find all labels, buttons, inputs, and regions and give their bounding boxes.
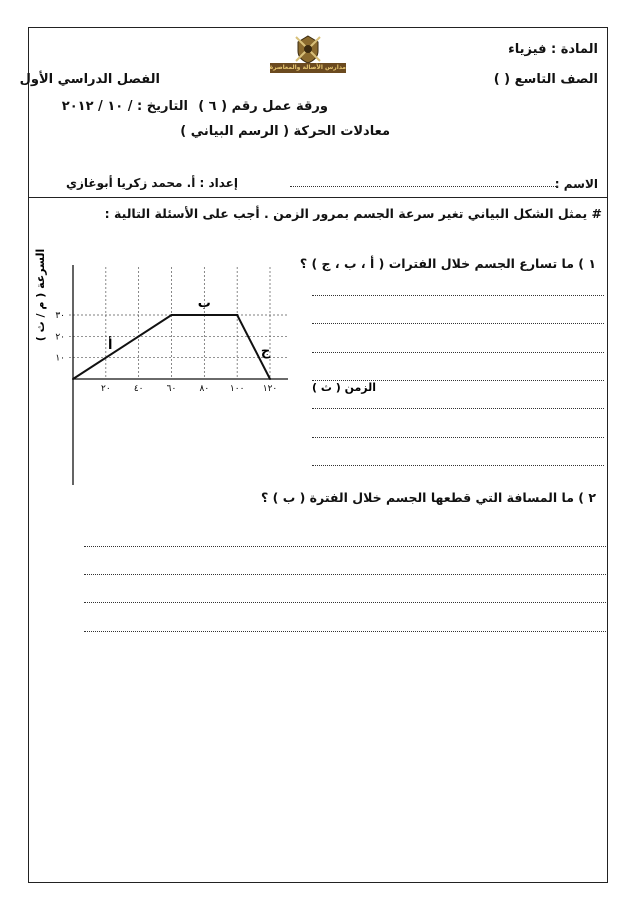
name-label: الاسم : <box>554 177 598 191</box>
data-point <box>236 314 238 316</box>
answer-line-1-5[interactable] <box>312 408 604 409</box>
y-tick-label: ٣٠ <box>55 311 65 321</box>
answer-line-1-2[interactable] <box>312 323 604 324</box>
date-label: التاريخ : / ١٠ / ٢٠١٢ <box>61 99 188 114</box>
logo-band: مدارس الأصالة والمعاصرة <box>269 64 346 71</box>
data-point <box>72 378 74 380</box>
x-tick-label: ١٢٠ <box>262 384 278 394</box>
chart-ticks <box>55 311 277 394</box>
answer-line-2-1[interactable] <box>84 546 606 547</box>
question-1: ١ ) ما تسارع الجسم خلال الفترات ( أ ، ب ، ج ) ؟ <box>299 256 596 271</box>
data-point <box>171 314 173 316</box>
crossed-swords-emblem-icon <box>292 33 324 65</box>
y-tick-label: ١٠ <box>55 353 65 364</box>
segment-label: أ <box>108 338 113 353</box>
y-tick-label: ٢٠ <box>55 332 65 343</box>
question-2: ٢ ) ما المسافة التي قطعها الجسم خلال الفترة ( ب ) ؟ <box>261 490 596 505</box>
worksheet-number: ورقة عمل رقم ( ٦ ) <box>198 99 328 114</box>
topic-title: معادلات الحركة ( الرسم البياني ) <box>180 124 390 139</box>
answer-line-2-3[interactable] <box>84 602 606 603</box>
grade-label: الصف التاسع ( ) <box>493 72 598 87</box>
y-axis-label: السرعة ( م / ث ) <box>34 248 47 342</box>
velocity-time-chart <box>30 248 377 495</box>
name-line <box>290 186 558 187</box>
answer-line-2-2[interactable] <box>84 574 606 575</box>
chart-axes <box>73 265 288 485</box>
semester-label: الفصل الدراسي الأول <box>19 72 160 87</box>
x-tick-label: ٢٠ <box>100 384 111 394</box>
answer-line-1-6[interactable] <box>312 437 604 438</box>
answer-line-1-7[interactable] <box>312 465 604 466</box>
chart-grid <box>69 267 288 379</box>
subject-label: المادة : فيزياء <box>508 42 598 57</box>
answer-line-1-1[interactable] <box>312 295 604 296</box>
x-tick-label: ٦٠ <box>166 384 177 394</box>
x-axis-label: الزمن ( ث ) <box>312 381 377 394</box>
x-tick-label: ١٠٠ <box>229 384 245 394</box>
x-tick-label: ٤٠ <box>133 384 144 394</box>
x-tick-label: ٨٠ <box>199 384 210 394</box>
data-point <box>269 378 271 380</box>
header-divider <box>28 197 608 198</box>
school-logo <box>270 33 346 77</box>
answer-line-2-4[interactable] <box>84 631 606 632</box>
segment-label: ج <box>260 344 271 359</box>
answer-line-1-3[interactable] <box>312 352 604 353</box>
prepared-by: إعداد : أ. محمد زكريا أبوغازي <box>65 176 238 190</box>
segment-label: ب <box>197 296 211 311</box>
instructions: # يمثل الشكل البياني تغير سرعة الجسم بمرور الزمن . أجب على الأسئلة التالية : <box>104 206 602 221</box>
